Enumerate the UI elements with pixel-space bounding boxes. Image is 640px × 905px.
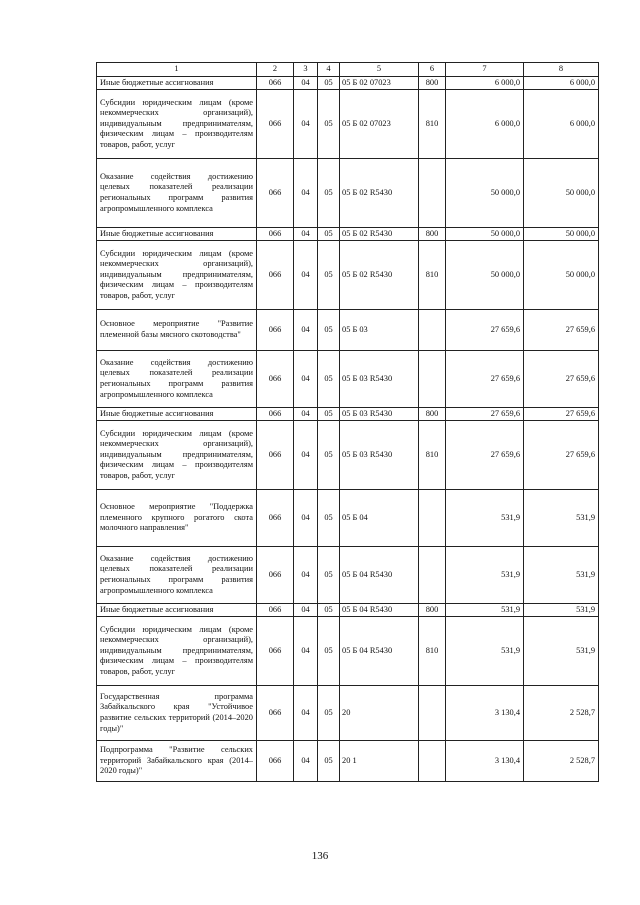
column-header: 6 <box>419 63 446 77</box>
row-name: Иные бюджетные ассигнования <box>97 228 257 241</box>
row-name: Субсидии юридическим лицам (кроме некоммерческих организаций), индивидуальным предпринимателям, физическим лицам – производителям товаров, работ, услуг <box>97 90 257 159</box>
cell-target-article: 05 Б 03 R5430 <box>340 351 419 408</box>
cell-expense-type <box>419 490 446 547</box>
cell-target-article: 05 Б 04 R5430 <box>340 604 419 617</box>
cell-amount-col7: 3 130,4 <box>446 686 524 741</box>
cell-expense-type <box>419 159 446 228</box>
row-name: Субсидии юридическим лицам (кроме некоммерческих организаций), индивидуальным предпринимателям, физическим лицам – производителям товаров, работ, услуг <box>97 241 257 310</box>
cell-amount-col8: 50 000,0 <box>524 228 599 241</box>
cell-amount-col8: 2 528,7 <box>524 741 599 782</box>
budget-table <box>96 62 599 782</box>
cell-amount-col8: 6 000,0 <box>524 77 599 90</box>
cell-amount-col8: 531,9 <box>524 547 599 604</box>
cell-subsection: 05 <box>318 421 340 490</box>
table-row <box>97 686 599 741</box>
cell-section: 04 <box>294 408 318 421</box>
cell-admin-code: 066 <box>257 77 294 90</box>
column-header: 7 <box>446 63 524 77</box>
cell-subsection: 05 <box>318 686 340 741</box>
table-row <box>97 421 599 490</box>
cell-admin-code: 066 <box>257 408 294 421</box>
cell-target-article: 05 Б 03 R5430 <box>340 421 419 490</box>
cell-amount-col8: 531,9 <box>524 490 599 547</box>
cell-amount-col7: 50 000,0 <box>446 228 524 241</box>
row-name: Иные бюджетные ассигнования <box>97 408 257 421</box>
cell-admin-code: 066 <box>257 241 294 310</box>
cell-expense-type <box>419 351 446 408</box>
cell-subsection: 05 <box>318 547 340 604</box>
row-name: Субсидии юридическим лицам (кроме некоммерческих организаций), индивидуальным предпринимателям, физическим лицам – производителям товаров, работ, услуг <box>97 421 257 490</box>
cell-admin-code: 066 <box>257 90 294 159</box>
cell-admin-code: 066 <box>257 741 294 782</box>
cell-section: 04 <box>294 604 318 617</box>
cell-admin-code: 066 <box>257 159 294 228</box>
cell-admin-code: 066 <box>257 228 294 241</box>
cell-subsection: 05 <box>318 408 340 421</box>
cell-expense-type <box>419 686 446 741</box>
cell-section: 04 <box>294 741 318 782</box>
table-row <box>97 741 599 782</box>
cell-amount-col7: 531,9 <box>446 617 524 686</box>
table-row <box>97 241 599 310</box>
cell-section: 04 <box>294 77 318 90</box>
cell-amount-col8: 27 659,6 <box>524 310 599 351</box>
cell-target-article: 05 Б 02 R5430 <box>340 241 419 310</box>
row-name: Оказание содействия достижению целевых показателей реализации региональных программ развития агропромышленного комплекса <box>97 159 257 228</box>
cell-amount-col8: 27 659,6 <box>524 421 599 490</box>
cell-expense-type: 810 <box>419 90 446 159</box>
cell-subsection: 05 <box>318 351 340 408</box>
cell-admin-code: 066 <box>257 310 294 351</box>
cell-amount-col7: 27 659,6 <box>446 310 524 351</box>
cell-subsection: 05 <box>318 490 340 547</box>
cell-target-article: 05 Б 03 R5430 <box>340 408 419 421</box>
cell-admin-code: 066 <box>257 617 294 686</box>
table-row <box>97 604 599 617</box>
cell-expense-type: 810 <box>419 241 446 310</box>
cell-admin-code: 066 <box>257 421 294 490</box>
row-name: Оказание содействия достижению целевых показателей реализации региональных программ развития агропромышленного комплекса <box>97 351 257 408</box>
cell-amount-col8: 27 659,6 <box>524 351 599 408</box>
cell-section: 04 <box>294 241 318 310</box>
table-row <box>97 408 599 421</box>
table-row <box>97 228 599 241</box>
row-name: Основное мероприятие "Поддержка племенного крупного рогатого скота молочного направления" <box>97 490 257 547</box>
cell-amount-col8: 6 000,0 <box>524 90 599 159</box>
column-header: 2 <box>257 63 294 77</box>
cell-subsection: 05 <box>318 90 340 159</box>
cell-expense-type: 810 <box>419 421 446 490</box>
cell-expense-type: 800 <box>419 77 446 90</box>
cell-subsection: 05 <box>318 159 340 228</box>
cell-amount-col7: 531,9 <box>446 604 524 617</box>
table-row <box>97 351 599 408</box>
cell-target-article: 05 Б 04 R5430 <box>340 617 419 686</box>
cell-target-article: 05 Б 04 R5430 <box>340 547 419 604</box>
cell-amount-col8: 50 000,0 <box>524 241 599 310</box>
row-name: Государственная программа Забайкальского края "Устойчивое развитие сельских территорий (2014–2020 годы)" <box>97 686 257 741</box>
cell-target-article: 05 Б 03 <box>340 310 419 351</box>
cell-section: 04 <box>294 617 318 686</box>
column-header: 1 <box>97 63 257 77</box>
cell-admin-code: 066 <box>257 547 294 604</box>
cell-target-article: 20 1 <box>340 741 419 782</box>
row-name: Подпрограмма "Развитие сельских территорий Забайкальского края (2014–2020 годы)" <box>97 741 257 782</box>
cell-expense-type: 810 <box>419 617 446 686</box>
cell-subsection: 05 <box>318 77 340 90</box>
cell-expense-type: 800 <box>419 408 446 421</box>
cell-section: 04 <box>294 90 318 159</box>
cell-amount-col7: 6 000,0 <box>446 77 524 90</box>
cell-section: 04 <box>294 490 318 547</box>
column-header: 5 <box>340 63 419 77</box>
cell-expense-type: 800 <box>419 604 446 617</box>
row-name: Оказание содействия достижению целевых показателей реализации региональных программ развития агропромышленного комплекса <box>97 547 257 604</box>
table-row <box>97 159 599 228</box>
cell-target-article: 05 Б 02 07023 <box>340 90 419 159</box>
cell-target-article: 05 Б 02 07023 <box>340 77 419 90</box>
cell-section: 04 <box>294 159 318 228</box>
cell-subsection: 05 <box>318 310 340 351</box>
cell-amount-col7: 50 000,0 <box>446 159 524 228</box>
table-row <box>97 90 599 159</box>
column-header: 4 <box>318 63 340 77</box>
cell-admin-code: 066 <box>257 351 294 408</box>
cell-amount-col8: 2 528,7 <box>524 686 599 741</box>
cell-amount-col8: 531,9 <box>524 617 599 686</box>
cell-section: 04 <box>294 228 318 241</box>
cell-subsection: 05 <box>318 228 340 241</box>
table-header-row <box>97 63 599 77</box>
cell-amount-col8: 50 000,0 <box>524 159 599 228</box>
cell-amount-col7: 3 130,4 <box>446 741 524 782</box>
cell-expense-type <box>419 741 446 782</box>
cell-target-article: 20 <box>340 686 419 741</box>
row-name: Иные бюджетные ассигнования <box>97 604 257 617</box>
cell-amount-col7: 531,9 <box>446 547 524 604</box>
row-name: Основное мероприятие "Развитие племенной базы мясного скотоводства" <box>97 310 257 351</box>
cell-subsection: 05 <box>318 741 340 782</box>
cell-target-article: 05 Б 04 <box>340 490 419 547</box>
cell-amount-col8: 531,9 <box>524 604 599 617</box>
cell-section: 04 <box>294 686 318 741</box>
cell-section: 04 <box>294 421 318 490</box>
cell-amount-col7: 27 659,6 <box>446 421 524 490</box>
cell-subsection: 05 <box>318 617 340 686</box>
cell-expense-type: 800 <box>419 228 446 241</box>
column-header: 8 <box>524 63 599 77</box>
cell-amount-col7: 6 000,0 <box>446 90 524 159</box>
cell-section: 04 <box>294 547 318 604</box>
cell-amount-col7: 27 659,6 <box>446 351 524 408</box>
cell-amount-col7: 27 659,6 <box>446 408 524 421</box>
table-row <box>97 490 599 547</box>
table-row <box>97 77 599 90</box>
cell-subsection: 05 <box>318 604 340 617</box>
cell-target-article: 05 Б 02 R5430 <box>340 228 419 241</box>
page-number: 136 <box>311 850 329 862</box>
cell-admin-code: 066 <box>257 686 294 741</box>
table-row <box>97 547 599 604</box>
cell-section: 04 <box>294 310 318 351</box>
cell-admin-code: 066 <box>257 490 294 547</box>
cell-subsection: 05 <box>318 241 340 310</box>
cell-amount-col8: 27 659,6 <box>524 408 599 421</box>
cell-target-article: 05 Б 02 R5430 <box>340 159 419 228</box>
cell-amount-col7: 50 000,0 <box>446 241 524 310</box>
row-name: Иные бюджетные ассигнования <box>97 77 257 90</box>
column-header: 3 <box>294 63 318 77</box>
cell-expense-type <box>419 310 446 351</box>
table-row <box>97 310 599 351</box>
row-name: Субсидии юридическим лицам (кроме некоммерческих организаций), индивидуальным предпринимателям, физическим лицам – производителям товаров, работ, услуг <box>97 617 257 686</box>
cell-section: 04 <box>294 351 318 408</box>
cell-amount-col7: 531,9 <box>446 490 524 547</box>
cell-admin-code: 066 <box>257 604 294 617</box>
table-row <box>97 617 599 686</box>
cell-expense-type <box>419 547 446 604</box>
